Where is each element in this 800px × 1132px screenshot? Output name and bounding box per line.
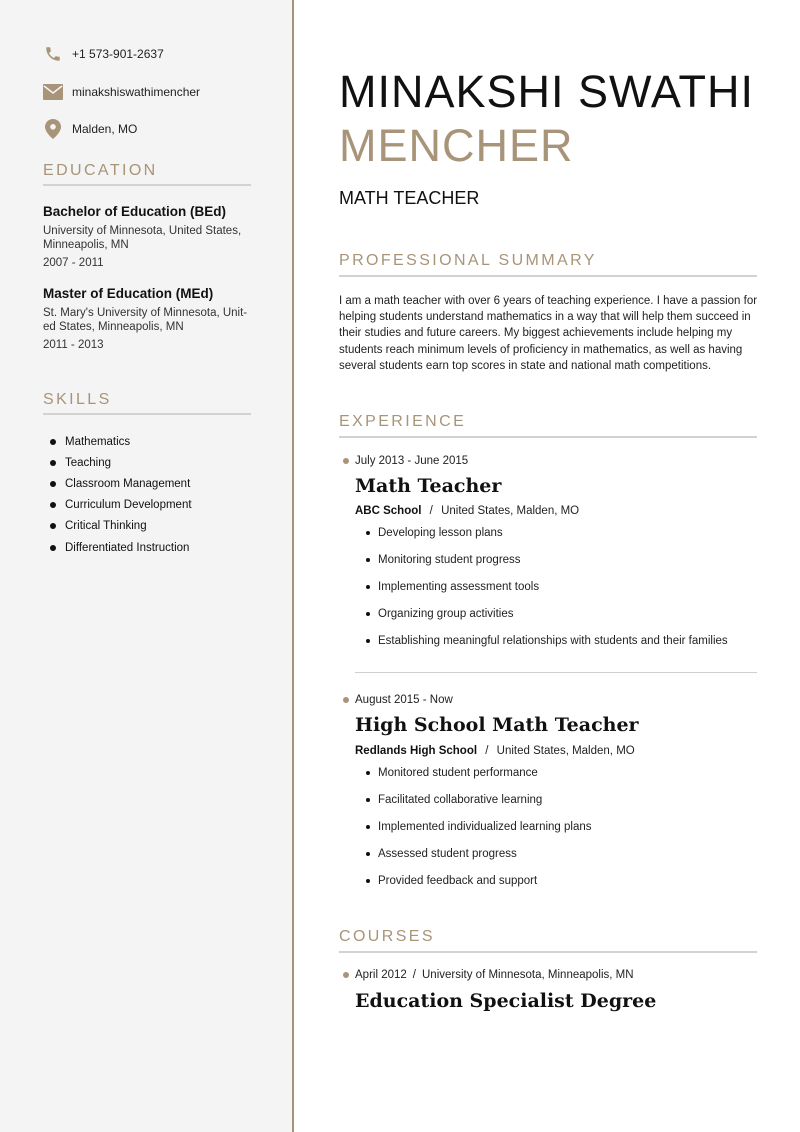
- course-institution: University of Minnesota, Minneapolis, MN: [422, 969, 634, 981]
- bullet-text: Implementing assessment tools: [378, 580, 540, 593]
- name-first: MINAKSHI SWATHI: [339, 66, 755, 117]
- experience-title: High School Math Teacher: [355, 714, 639, 736]
- envelope-icon: [43, 82, 63, 102]
- experience-company: [355, 505, 579, 517]
- company-name: Redlands High School: [355, 745, 478, 757]
- list-item: [366, 840, 592, 867]
- skills-heading: SKILLS: [43, 391, 251, 415]
- separator: /: [429, 505, 433, 517]
- map-pin-icon: [43, 119, 63, 139]
- bullet-text: Monitored student performance: [378, 766, 538, 779]
- bullet-icon: [50, 502, 56, 508]
- education-school: St. Mary's University of Minnesota, Unit- ed States, Minneapolis, MN: [43, 307, 248, 333]
- contact-email: [43, 82, 200, 102]
- skills-list: [50, 431, 192, 558]
- list-item: [366, 573, 728, 600]
- bullet-icon: [343, 458, 349, 464]
- email-text: minakshiswathimencher: [72, 85, 201, 99]
- entry-divider: [355, 672, 757, 673]
- bullet-icon: [50, 481, 56, 487]
- list-item: [366, 786, 592, 813]
- separator: /: [485, 745, 489, 757]
- list-item: [366, 519, 728, 546]
- skill-item: [50, 452, 192, 473]
- experience-dates: [343, 694, 453, 706]
- list-item: [366, 600, 728, 627]
- bullet-text: Implemented individualized learning plans: [378, 820, 592, 833]
- education-school: University of Minnesota, United States, Minneapolis, MN: [43, 225, 242, 251]
- education-degree: Master of Education (MEd): [43, 286, 214, 301]
- bullet-icon: [366, 798, 370, 802]
- contact-phone: [43, 44, 164, 64]
- list-item: [366, 627, 728, 654]
- bullet-icon: [366, 558, 370, 562]
- job-title: MATH TEACHER: [339, 188, 480, 208]
- main-content: [296, 0, 800, 1132]
- sidebar: [0, 0, 294, 1132]
- bullet-icon: [343, 697, 349, 703]
- location-text: Malden, MO: [72, 122, 138, 136]
- company-name: ABC School: [355, 505, 422, 517]
- experience-company: [355, 745, 635, 757]
- bullet-text: Monitoring student progress: [378, 553, 521, 566]
- bullet-text: Assessed student progress: [378, 847, 517, 860]
- education-years: 2007 - 2011: [43, 257, 104, 269]
- course-date: [343, 969, 634, 981]
- skill-item: [50, 495, 192, 516]
- company-location: United States, Malden, MO: [496, 745, 635, 757]
- list-item: [366, 759, 592, 786]
- experience-bullets: [366, 519, 728, 654]
- bullet-icon: [366, 585, 370, 589]
- course-title: Education Specialist Degree: [355, 990, 657, 1012]
- experience-dates: [343, 455, 468, 467]
- experience-title: Math Teacher: [355, 475, 502, 497]
- bullet-icon: [366, 639, 370, 643]
- separator: /: [412, 969, 416, 981]
- skill-item: [50, 516, 192, 537]
- education-heading: EDUCATION: [43, 162, 251, 186]
- skill-label: Critical Thinking: [65, 520, 147, 533]
- education-years: 2011 - 2013: [43, 339, 104, 351]
- list-item: [366, 546, 728, 573]
- bullet-icon: [366, 531, 370, 535]
- bullet-text: Facilitated collaborative learning: [378, 793, 543, 806]
- list-item: [366, 867, 592, 894]
- education-item: [43, 286, 253, 351]
- bullet-text: Provided feedback and support: [378, 874, 538, 887]
- bullet-icon: [366, 612, 370, 616]
- experience-date-text: August 2015 - Now: [355, 694, 453, 706]
- skill-label: Curriculum Development: [65, 499, 192, 512]
- phone-text: +1 573-901-2637: [72, 47, 164, 61]
- bullet-icon: [366, 879, 370, 883]
- skill-label: Classroom Management: [65, 477, 191, 490]
- experience-date-text: July 2013 - June 2015: [355, 455, 469, 467]
- bullet-icon: [50, 460, 56, 466]
- bullet-text: Developing lesson plans: [378, 526, 503, 539]
- experience-bullets: [366, 759, 592, 894]
- bullet-icon: [343, 972, 349, 978]
- course-date-text: April 2012: [355, 969, 407, 981]
- list-item: [366, 813, 592, 840]
- skill-item: [50, 473, 192, 494]
- phone-icon: [43, 44, 63, 64]
- experience-heading: EXPERIENCE: [339, 413, 757, 438]
- contact-location: [43, 119, 137, 139]
- education-degree: Bachelor of Education (BEd): [43, 204, 227, 219]
- courses-heading: COURSES: [339, 928, 757, 953]
- skill-label: Mathematics: [65, 435, 131, 448]
- bullet-icon: [50, 545, 56, 551]
- company-location: United States, Malden, MO: [441, 505, 580, 517]
- skill-label: Teaching: [65, 456, 112, 469]
- summary-heading: PROFESSIONAL SUMMARY: [339, 252, 757, 277]
- bullet-icon: [50, 523, 56, 529]
- bullet-text: Organizing group activities: [378, 607, 514, 620]
- bullet-icon: [366, 825, 370, 829]
- skill-item: [50, 537, 192, 558]
- skill-label: Differentiated Instruction: [65, 541, 190, 554]
- bullet-icon: [50, 439, 56, 445]
- education-item: [43, 204, 253, 269]
- bullet-icon: [366, 771, 370, 775]
- bullet-text: Establishing meaningful relationships with students and their families: [378, 634, 728, 647]
- bullet-icon: [366, 852, 370, 856]
- summary-text: I am a math teacher with over 6 years of teaching experience. I have a passion for helping students understand mathematics in a way that will help them succeed in their studies and future careers. My biggest achievements include helping my students reach minimum levels of proficiency in mathematics, as well as having several students earn top scores in state and national math competitions.: [339, 295, 758, 372]
- skill-item: [50, 431, 192, 452]
- name-last: MENCHER: [339, 120, 574, 171]
